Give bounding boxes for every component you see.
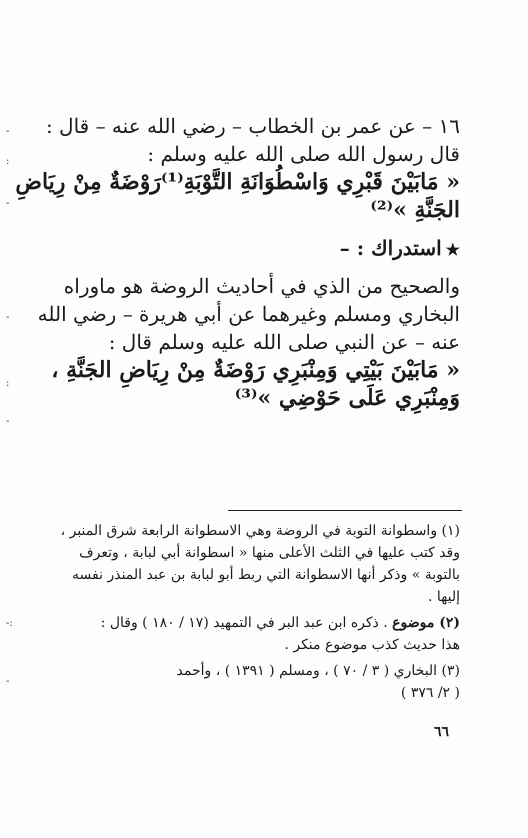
main-text (15, 112, 460, 412)
margin-mark: - (6, 312, 10, 323)
istidrak-heading (30, 234, 460, 262)
footnote-2-line: هذا حديث كذب موضوع منكر . (284, 637, 460, 653)
footnote-1-line: بالتوبة » وذكر أنها الاسطوانة التي ربط أبو لبابة بن عبد المنذر نفسه (72, 567, 460, 583)
istidrak-quote: « مَابَيْنَ بَيْتِي وَمِنْبَرِي رَوْضَةٌ مِنْ رِيَاضِ الجَنَّةِ ، (51, 357, 460, 383)
istidrak-line: والصحيح من الذي في أحاديث الروضة هو ماوراه (63, 274, 460, 298)
istidrak-line: البخاري ومسلم وغيرهما عن أبي هريرة – رضي الله (37, 302, 460, 326)
istidrak-line: عنه – عن النبي صلى الله عليه وسلم قال : (108, 330, 460, 354)
footnote-1-line: إليها . (428, 589, 460, 605)
margin-mark: : (6, 156, 10, 167)
footnote-3-line: (٣) البخاري ( ٣ / ٧٠ ) ، ومسلم ( ١٣٩١ ) ، وأحمد (176, 663, 460, 679)
footnote-separator (228, 510, 462, 511)
footnote-2 (30, 612, 460, 634)
star-icon: ★ (445, 240, 460, 259)
footnotes (30, 520, 460, 704)
hadith-line: قال رسول الله صلى الله عليه وسلم : (147, 142, 460, 166)
footnote-2-label: (٢) موضوع (392, 615, 460, 631)
hadith-quote: « مَابَيْنَ قَبْرِي وَاسْطُوَانَةِ التَّوْبَةِ⁽¹⁾رَوْضَةٌ مِنْ رِيَاضِ (15, 169, 460, 195)
hadith-quote: الجَنَّةِ »⁽²⁾ (370, 197, 460, 223)
istidrak-quote: وَمِنْبَرِي عَلَى حَوْضِي »⁽³⁾ (234, 385, 460, 411)
footnote-1-line: وقد كتب عليها في الثلث الأعلى منها « اسطوانة أبي لبابة ، وتعرف (79, 545, 460, 561)
margin-mark: - (6, 198, 10, 209)
margin-mark: - (6, 126, 10, 137)
hadith-line: ١٦ – عن عمر بن الخطاب – رضي الله عنه – قال : (45, 114, 460, 138)
page-number: ٦٦ (434, 724, 450, 740)
margin-mark: - (6, 416, 10, 427)
margin-mark: : (6, 378, 10, 389)
footnote-1-line: (١) واسطوانة التوبة في الروضة وهي الاسطوانة الرابعة شرق المنبر ، (60, 523, 460, 539)
footnote-2-line: . ذكره ابن عبد البر في التمهيد (١٧ / ١٨٠ ) وقال : (100, 615, 388, 631)
margin-mark: - (6, 676, 10, 687)
istidrak-title: استدراك : – (339, 236, 442, 260)
footnote-3-line: ( ٢/ ٣٧٦ ) (400, 685, 460, 701)
margin-mark: -: (6, 618, 13, 629)
